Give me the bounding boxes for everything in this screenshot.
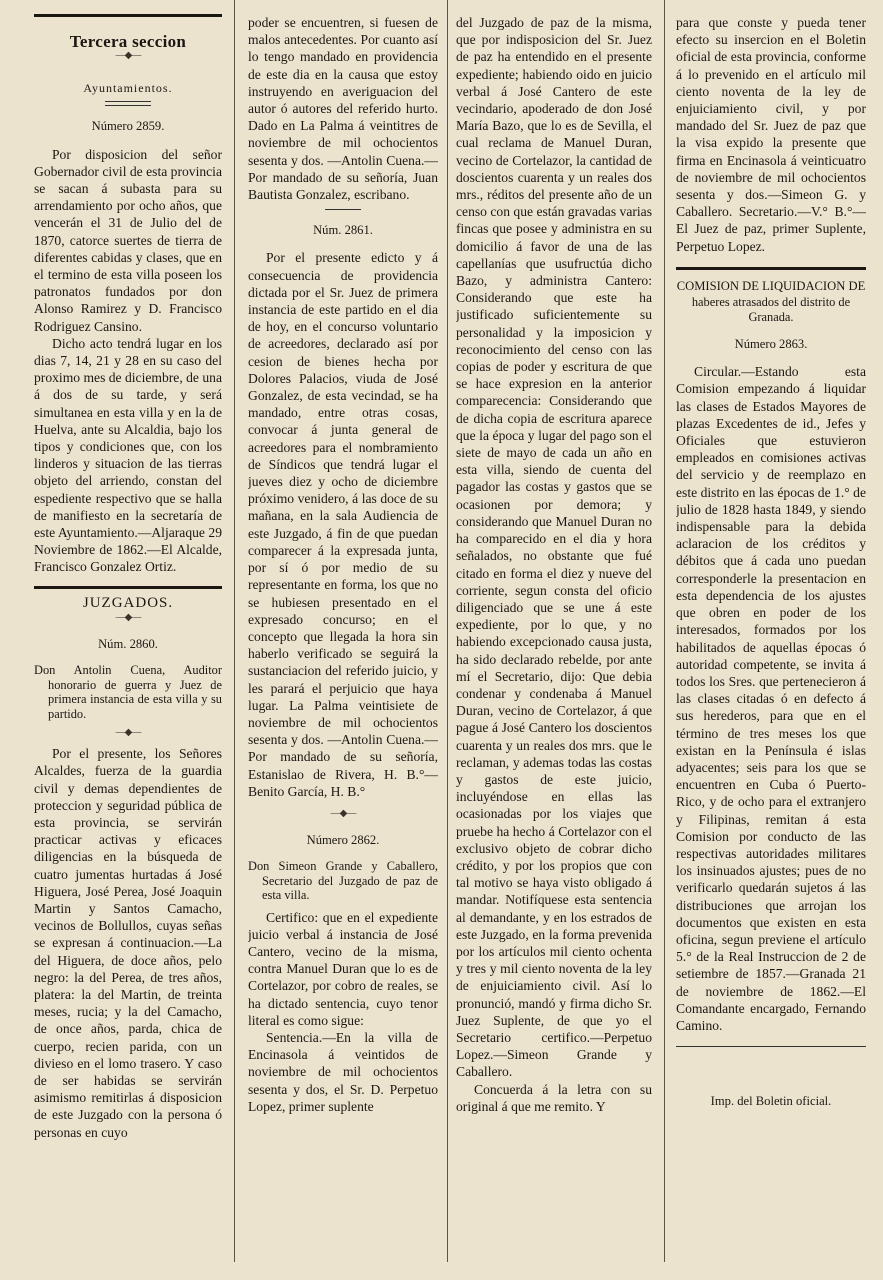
column-rule bbox=[234, 0, 235, 1262]
notice-2863-text: Circular.—Estando esta Comision empezando á liquidar las clases de Estados Mayores de plazas Excedentes de id., Jefes y Oficiales que estuvieron empleados en comisiones activas del servicio y de reemplazo en este distrito en las épocas de 1.° de julio de 1828 hasta 1849, y siendo indispensable para la debida aclaracion de los créditos y débitos que á cada uno puedan corresponderle la presentacion en esta dependencia de los ajustes que obren en poder de los interesados, formados por los habilitados de aquellas épocas ó autoridad competente, se invita á todos los Sres. que pertenecieron á las clases citadas ó en defecto á sus herederos, para que en el término de tres meses los que existan en la Península é islas adyacentes; seis para los que se encuentren en Cuba ó Puerto-Rico, y de ocho para el extranjero y Filipinas, remitan á esta Comision por conducto de las respectivas autoridades militares los insinuados ajustes; pues de no verificarlo quedarán sujetos á las distribuciones que arrojan los documentos que existen en esta oficina, segun previene el artículo 5.° de la Real Instruccion de 2 de setiembre de 1857.—Granada 21 de noviembre de 1862.—El Comandante encargado, Fernando Camino. bbox=[676, 364, 866, 1033]
heading-rule bbox=[105, 101, 151, 106]
notice-2862-end: para que conste y pueda tener efecto su insercion en el Boletin oficial de esta provincia, conforme á lo prevenido en el artículo mil ciento noventa de la ley de enjuiciamiento civil, y por mandado del Sr. Juez de paz que la visa expido la presente que firma en Encinasola á veinticuatro de noviembre de mil ochocientos sesenta y dos.—Simeon G. y Caballero. Secretario.—V.° B.°—El Juez de paz, primer Suplente, Perpetuo Lopez. bbox=[676, 15, 866, 254]
imprint: Imp. del Boletin oficial. bbox=[710, 1094, 832, 1109]
notice-number-2862: Número 2862. bbox=[306, 832, 380, 847]
comision-heading: COMISION DE LIQUIDACION DE bbox=[676, 278, 866, 293]
top-rule bbox=[34, 14, 222, 17]
ayuntamientos-heading: Ayuntamientos. bbox=[83, 81, 173, 96]
section-rule bbox=[34, 586, 222, 589]
section-rule bbox=[676, 267, 866, 270]
notice-2862-continued: del Juzgado de paz de la misma, que por indisposicion del Sr. Juez de paz ha entendido en el presente expediente; habiendo oido en juicio verbal á José Cantero de este vecindario, apoderado de don José María Bazo, que lo es de Sevilla, el cual reclama de Manuel Duran, vecino de Cortelazor, la cantidad de doscientos cuarenta y un reales dos mrs., réditos del presente año de un censo con que están gravadas varias fincas que posee y administra en su domicilio á favor de una de las capellanías que usufructúa dicho Bazo, y administra Cantero: Considerando que este ha justificado suficientemente su personalidad y la imposicion y reconocimiento del censo con las copias de poder y escritura de que se hace expresion en la anterior comparecencia: Considerando que de dicha copia de escritura aparece que la época y lugar del pago son el siete de mayo de cada un año en esta villa, siendo de cuenta del pagador las costas y gastos que se ocasionen por demora; y considerando que Manuel Duran no ha comparecido en el dia y hora señalados, no obstante que fué citado en forma el diez y nueve del corriente, segun consta del oficio diligenciado que se une á este expediente, por lo que, y no habiendo excepcionado causa justa, ha sido declarado rebelde, por ante mí el Secretario, dijo: Que debia condenar y condenaba á Manuel Duran, vecino de Cortelazor, á que pague á José Cantero los doscientos cuarenta y un reales dos mrs. que le reclaman, y ademas todas las costas y gastos de este juicio, incluyéndose en ellas las ocasionadas por los viajes que pruebe ha hecho á Cortelazor con el exclusivo objeto de cobrar dicho crédito, y por los propios que con tal motivo se haya visto obligado á mandar. Notifíquese esta sentencia al demandante, y en los estrados de este Juzgado, en la forma prevenida por los artículos mil ciento ochenta y tres y mil ciento noventa de la ley de enjuiciamiento civil. Así lo pronunció, mandó y firma dicho Sr. Juez Suplente, de que yo el Secretario certifico.—Perpetuo Lopez.—Simeon Grande y Caballero. bbox=[456, 15, 652, 1080]
notice-2862-header: Don Simeon Grande y Caballero, Secretario del Juzgado de paz de esta villa. bbox=[248, 859, 438, 903]
ornament: —◆— bbox=[115, 727, 141, 739]
column-rule bbox=[664, 0, 665, 1262]
notice-number-2863: Número 2863. bbox=[734, 337, 808, 352]
notice-2862-sentencia: Sentencia.—En la villa de Encinasola á veintidos de noviembre de mil ochocientos sesenta y dos, el Sr. D. Perpetuo Lopez, primer suplente bbox=[248, 1030, 438, 1114]
ornament: —◆— bbox=[115, 50, 141, 62]
juzgados-heading: JUZGADOS. bbox=[82, 594, 174, 611]
section-title: Tercera seccion bbox=[69, 32, 187, 51]
notice-2862-text: Certifico: que en el expediente juicio verbal á instancia de José Cantero, vecino de la misma, contra Manuel Duran que lo es de Cortelazor, por cobro de reales, se ha dictado sentencia, cuyo tenor literal es como sigue: bbox=[248, 909, 438, 1028]
notice-2859-text: Por disposicion del señor Gobernador civil de esta provincia se sacan á subasta para su arrendamiento por ocho años, que vencerán el 31 de Julio del de 1870, catorce suertes de tierra de diferentes cabidas y clases, que en el termino de esta villa poseen los patronatos fundados por don Alonso Ramirez y D. Francisco Rodriguez Cansino. bbox=[34, 146, 222, 334]
notice-2860-text: Por el presente, los Señores Alcaldes, fuerza de la guardia civil y demas dependientes de proteccion y seguridad pública de esta provincia, se servirán practicar activas y eficaces diligencias en la búsqueda de cuatro jumentas hurtadas á José Higuera, José Perea, José Joaquin Martin y Santos Camacho, vecinos de Bollullos, cuyas señas se expresan á continuacion.—La del Higuera, de doce años, pelo negro: la del Perea, de tres años, platera: la del Martin, de treinta meses, rucia; y la del Camacho, de once años, parda, chica de cuerpo, recien parida, con un divieso en el lomo trasero. Y caso de ser habidas se servirán asimismo remitirlas á disposicion de este Juzgado con la persona ó personas en cuyo bbox=[34, 746, 222, 1140]
notice-2860-header: Don Antolin Cuena, Auditor honorario de guerra y Juez de primera instancia de esta villa y su partido. bbox=[34, 663, 222, 721]
column-4 bbox=[676, 0, 866, 1280]
ornament: —◆— bbox=[330, 807, 356, 819]
comision-subheading: haberes atrasados del distrito de Granada. bbox=[691, 295, 851, 324]
end-rule bbox=[676, 1046, 866, 1047]
column-3 bbox=[456, 0, 652, 1280]
notice-number-2860: Núm. 2860. bbox=[98, 636, 158, 651]
column-1 bbox=[34, 0, 222, 1280]
notice-2860-continued: poder se encuentren, si fuesen de malos antecedentes. Por cuanto así lo tengo mandado en providencia de este dia en la causa que estoy instruyendo en averiguacion del autor ó autores del referido hurto. Dado en La Palma á veintitres de noviembre de mil ochocientos sesenta y dos. —Antolin Cuena.—Por mandado de su señoría, Juan Bautista Gonzalez, escribano. bbox=[248, 15, 438, 203]
notice-number-2859: Número 2859. bbox=[91, 119, 165, 134]
notice-2862-concuerda: Concuerda á la letra con su original á que me remito. Y bbox=[456, 1081, 652, 1114]
ornament: —◆— bbox=[115, 611, 141, 623]
separator bbox=[325, 209, 361, 210]
column-2 bbox=[248, 0, 438, 1280]
column-rule bbox=[447, 0, 448, 1262]
notice-number-2861: Núm. 2861. bbox=[313, 223, 373, 238]
notice-2861-text: Por el presente edicto y á consecuencia de providencia dictada por el Sr. Juez de primera instancia de este partido en el dia de hoy, en el concurso voluntario de acreedores, declarado así por cesion de bienes hecha por Dolores Palacios, viuda de José Gonzalez, de esta vecindad, se ha mandado, entre otras cosas, convocar á junta general de acreedores para el nombramiento de Síndicos que tendrá lugar el jueves diez y ocho de diciembre próximo venidero, á las doce de su mañana, en la sala Audiencia de este Juzgado, á fin de que puedan comparecer á la expresada junta, por sí ó por medio de su representante en forma, los que no se hubiesen presentado en el expresado concurso; en el concepto que llegada la hora sin haberlo verificado se seguirá la sustanciacion del referido juicio, y les parará el perjuicio que haya lugar. La Palma veintisiete de noviembre de mil ochocientos sesenta y dos. —Antolin Cuena.—Por mandado de su señoría, Estanislao de Rivera, H. B.°—Benito García, H. B.° bbox=[248, 250, 438, 799]
notice-2859-text-b: Dicho acto tendrá lugar en los dias 7, 14, 21 y 28 en su caso del proximo mes de diciembre, de una á dos de su tarde, y será simultanea en esta villa y en la de Huelva, ante su Alcaldia, bajo los tipos y condiciones que, con los linderos y situacion de las tierras objeto del arriendo, constan del espediente respectivo que se halla de manifiesto en la secretaría de este Ayuntamiento.—Aljaraque 29 Noviembre de 1862.—El Alcalde, Francisco Gonzalez Ortiz. bbox=[34, 335, 222, 575]
